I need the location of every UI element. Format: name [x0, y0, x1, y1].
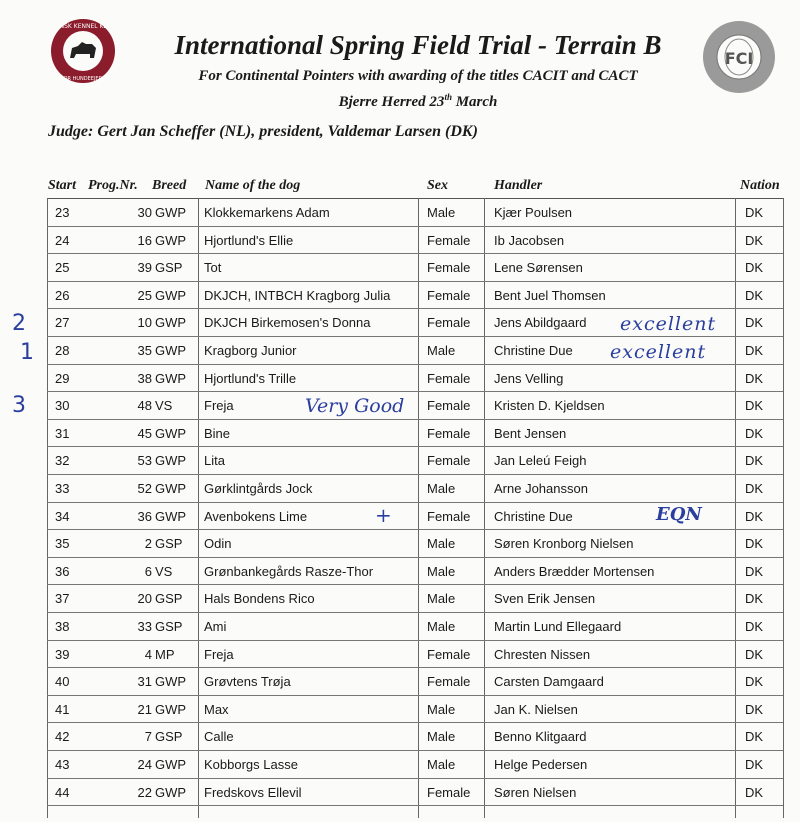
table-row	[47, 640, 783, 669]
col-header-nation: Nation	[740, 178, 780, 193]
location-prefix: Bjerre Herred 23	[338, 94, 445, 110]
cell-sex: Female	[427, 674, 471, 690]
cell-handler: Chresten Nissen	[494, 646, 591, 662]
cell-breed: GWP	[155, 343, 187, 358]
cell-sex: Male	[427, 343, 456, 358]
cell-name: Lita	[204, 453, 225, 469]
table-row	[47, 778, 783, 807]
cell-nation: DK	[745, 729, 764, 745]
cell-handler: Ib Jacobsen	[494, 232, 565, 248]
cell-handler: Jan Leleú Feigh	[494, 453, 587, 469]
cell-handler: Sven Erik Jensen	[494, 591, 596, 607]
cell-sex: Male	[427, 701, 456, 717]
cell-start: 34	[55, 508, 70, 524]
cell-start: 37	[55, 591, 70, 607]
cell-sex: Female	[427, 370, 471, 386]
cell-prog: 48	[137, 398, 152, 414]
cell-start: 41	[55, 701, 70, 717]
cell-start: 33	[55, 481, 70, 496]
cell-nation: DK	[745, 232, 764, 248]
cell-sex: Female	[427, 287, 471, 303]
handwritten-rank-28: 1	[20, 340, 34, 365]
cell-prog: 16	[137, 232, 152, 248]
cell-breed: GWP	[155, 674, 187, 690]
cell-prog: 31	[137, 674, 152, 690]
col-header-breed: Breed	[152, 178, 187, 193]
cell-prog: 35	[137, 343, 152, 358]
table-row	[47, 474, 783, 503]
cell-breed: GWP	[155, 508, 187, 524]
cell-start: 26	[55, 287, 70, 303]
cell-name: Odin	[204, 536, 232, 552]
handwritten-grade-27: excellent	[620, 313, 717, 335]
cell-breed: GWP	[155, 784, 187, 800]
cell-start: 29	[55, 370, 70, 386]
cell-name: Hjortlund's Trille	[204, 370, 297, 386]
cell-breed: GWP	[155, 701, 187, 717]
cell-handler: Søren Nielsen	[494, 784, 577, 800]
table-row	[47, 198, 783, 227]
cell-start: 40	[55, 674, 70, 690]
cell-start: 23	[55, 205, 70, 220]
table-row	[47, 226, 783, 255]
cell-name: Freja	[204, 646, 234, 662]
cell-prog: 20	[137, 591, 152, 607]
cell-nation: DK	[745, 453, 764, 469]
cell-handler: Kjær Poulsen	[494, 205, 573, 220]
cell-name: Kobborgs Lasse	[204, 757, 298, 772]
cell-name: Kragborg Junior	[204, 343, 297, 358]
logo-left-text-bottom: FOR HUNDEEJERE	[60, 76, 106, 82]
cell-breed: GSP	[155, 591, 183, 607]
cell-sex: Female	[427, 232, 471, 248]
cell-nation: DK	[745, 563, 764, 579]
col-header-name: Name of the dog	[205, 178, 301, 193]
cell-prog: 22	[137, 784, 152, 800]
table-row	[47, 253, 783, 282]
cell-sex: Male	[427, 481, 456, 496]
cell-prog: 52	[137, 481, 152, 496]
cell-prog: 2	[144, 536, 152, 552]
table-row	[47, 667, 783, 696]
cell-nation: DK	[745, 205, 764, 220]
cell-nation: DK	[745, 757, 764, 772]
cell-sex: Male	[427, 536, 456, 552]
cell-handler: Jan K. Nielsen	[494, 701, 578, 717]
cell-breed: GWP	[155, 287, 187, 303]
cell-name: Gørklintgårds Jock	[204, 481, 313, 496]
cell-handler: Kristen D. Kjeldsen	[494, 398, 605, 414]
cell-breed: GSP	[155, 536, 183, 552]
cell-prog: 30	[137, 205, 152, 220]
table-border-right	[783, 198, 784, 818]
cell-breed: GWP	[155, 425, 187, 441]
table-row	[47, 557, 783, 586]
cell-breed: MP	[155, 646, 175, 662]
cell-handler: Christine Due	[494, 508, 573, 524]
cell-prog: 24	[137, 757, 152, 772]
cell-handler: Jens Abildgaard	[494, 315, 587, 331]
location-sup: th	[444, 92, 452, 102]
table-row	[47, 446, 783, 475]
handwritten-mark-34: +	[375, 503, 392, 527]
cell-nation: DK	[745, 646, 764, 662]
cell-prog: 33	[137, 619, 152, 634]
cell-breed: GWP	[155, 315, 187, 331]
handwritten-grade-28: excellent	[610, 341, 707, 363]
cell-nation: DK	[745, 591, 764, 607]
table-row	[47, 584, 783, 613]
cell-sex: Male	[427, 757, 456, 772]
cell-name: DKJCH, INTBCH Kragborg Julia	[204, 287, 391, 303]
cell-prog: 10	[137, 315, 152, 331]
cell-breed: GSP	[155, 729, 183, 745]
cell-sex: Female	[427, 453, 471, 469]
handwritten-grade-34: EQN	[656, 504, 702, 525]
table-row	[47, 529, 783, 558]
cell-prog: 6	[144, 563, 152, 579]
cell-handler: Anders Brædder Mortensen	[494, 563, 655, 579]
cell-nation: DK	[745, 370, 764, 386]
table-row	[47, 419, 783, 448]
cell-name: Grøvtens Trøja	[204, 674, 291, 690]
cell-sex: Female	[427, 646, 471, 662]
cell-start: 28	[55, 343, 70, 358]
cell-breed: GWP	[155, 757, 187, 772]
cell-start: 35	[55, 536, 70, 552]
judge-line: Judge: Gert Jan Scheffer (NL), president, Valdemar Larsen (DK)	[48, 123, 478, 140]
cell-name: Fredskovs Ellevil	[204, 784, 302, 800]
cell-breed: GSP	[155, 619, 183, 634]
cell-nation: DK	[745, 619, 764, 634]
cell-handler: Carsten Damgaard	[494, 674, 604, 690]
cell-name: Tot	[204, 260, 222, 276]
cell-breed: GWP	[155, 205, 187, 220]
cell-start: 24	[55, 232, 70, 248]
cell-handler: Arne Johansson	[494, 481, 588, 496]
cell-start: 27	[55, 315, 70, 331]
cell-prog: 25	[137, 287, 152, 303]
cell-nation: DK	[745, 260, 764, 276]
cell-prog: 36	[137, 508, 152, 524]
cell-start: 32	[55, 453, 70, 469]
cell-breed: GWP	[155, 453, 187, 469]
cell-prog: 45	[137, 425, 152, 441]
cell-handler: Helge Pedersen	[494, 757, 588, 772]
cell-prog: 7	[144, 729, 152, 745]
cell-breed: GWP	[155, 481, 187, 496]
cell-name: Hjortlund's Ellie	[204, 232, 294, 248]
cell-start: 43	[55, 757, 70, 772]
table-row	[47, 750, 783, 779]
cell-prog: 4	[144, 646, 152, 662]
handwritten-rank-27: 2	[12, 311, 26, 336]
cell-start: 36	[55, 563, 70, 579]
cell-handler: Benno Klitgaard	[494, 729, 587, 745]
cell-sex: Male	[427, 563, 456, 579]
table-row	[47, 281, 783, 310]
col-header-sex: Sex	[427, 178, 448, 193]
cell-name: Freja	[204, 398, 234, 414]
cell-breed: GWP	[155, 232, 187, 248]
col-header-prog: Prog.Nr.	[88, 178, 138, 193]
cell-breed: VS	[155, 398, 173, 414]
cell-sex: Female	[427, 508, 471, 524]
cell-handler: Martin Lund Ellegaard	[494, 619, 622, 634]
cell-nation: DK	[745, 287, 764, 303]
cell-start: 42	[55, 729, 70, 745]
cell-nation: DK	[745, 398, 764, 414]
cell-handler: Bent Jensen	[494, 425, 567, 441]
cell-sex: Female	[427, 425, 471, 441]
cell-handler: Søren Kronborg Nielsen	[494, 536, 634, 552]
cell-nation: DK	[745, 784, 764, 800]
cell-prog: 39	[137, 260, 152, 276]
cell-name: Hals Bondens Rico	[204, 591, 315, 607]
table-row	[47, 612, 783, 641]
logo-right-text: FCI	[724, 49, 754, 68]
cell-handler: Jens Velling	[494, 370, 564, 386]
table-row	[47, 364, 783, 393]
page-title: International Spring Field Trial - Terrain B	[174, 30, 662, 60]
cell-name: Calle	[204, 729, 234, 745]
cell-name: Avenbokens Lime	[204, 508, 308, 524]
cell-start: 44	[55, 784, 70, 800]
col-header-handler: Handler	[494, 178, 543, 193]
cell-nation: DK	[745, 425, 764, 441]
event-location	[0, 92, 800, 111]
cell-nation: DK	[745, 701, 764, 717]
cell-nation: DK	[745, 315, 764, 331]
table-row	[47, 391, 783, 420]
page-subtitle: For Continental Pointers with awarding of the titles CACIT and CACT	[198, 68, 638, 84]
cell-prog: 21	[137, 701, 152, 717]
cell-handler: Lene Sørensen	[494, 260, 583, 276]
table-row	[47, 722, 783, 751]
cell-sex: Male	[427, 729, 456, 745]
cell-name: Ami	[204, 619, 227, 634]
cell-prog: 53	[137, 453, 152, 469]
handwritten-grade-30: Very Good	[305, 395, 405, 417]
cell-sex: Male	[427, 619, 456, 634]
cell-name: DKJCH Birkemosen's Donna	[204, 315, 371, 331]
cell-nation: DK	[745, 508, 764, 524]
cell-start: 25	[55, 260, 70, 276]
cell-nation: DK	[745, 674, 764, 690]
cell-breed: VS	[155, 563, 173, 579]
cell-name: Bine	[204, 425, 231, 441]
cell-name: Klokkemarkens Adam	[204, 205, 330, 220]
cell-start: 30	[55, 398, 70, 414]
cell-sex: Female	[427, 398, 471, 414]
cell-handler: Bent Juel Thomsen	[494, 287, 606, 303]
cell-nation: DK	[745, 536, 764, 552]
table-row	[47, 695, 783, 724]
cell-sex: Male	[427, 591, 456, 607]
logo-left-text: DANSK KENNEL KLUB	[51, 23, 115, 30]
cell-prog: 38	[137, 370, 152, 386]
cell-breed: GWP	[155, 370, 187, 386]
col-header-start: Start	[48, 178, 77, 193]
cell-name: Max	[204, 701, 229, 717]
cell-nation: DK	[745, 481, 764, 496]
cell-start: 31	[55, 425, 70, 441]
cell-sex: Male	[427, 205, 456, 220]
cell-nation: DK	[745, 343, 764, 358]
cell-sex: Female	[427, 784, 471, 800]
cell-start: 39	[55, 646, 70, 662]
cell-name: Grønbankegårds Rasze-Thor	[204, 563, 374, 579]
cell-start: 38	[55, 619, 70, 634]
location-suffix: March	[451, 94, 498, 110]
cell-breed: GSP	[155, 260, 183, 276]
handwritten-rank-30: 3	[12, 393, 26, 418]
cell-sex: Female	[427, 315, 471, 331]
cell-handler: Christine Due	[494, 343, 573, 358]
cell-sex: Female	[427, 260, 471, 276]
